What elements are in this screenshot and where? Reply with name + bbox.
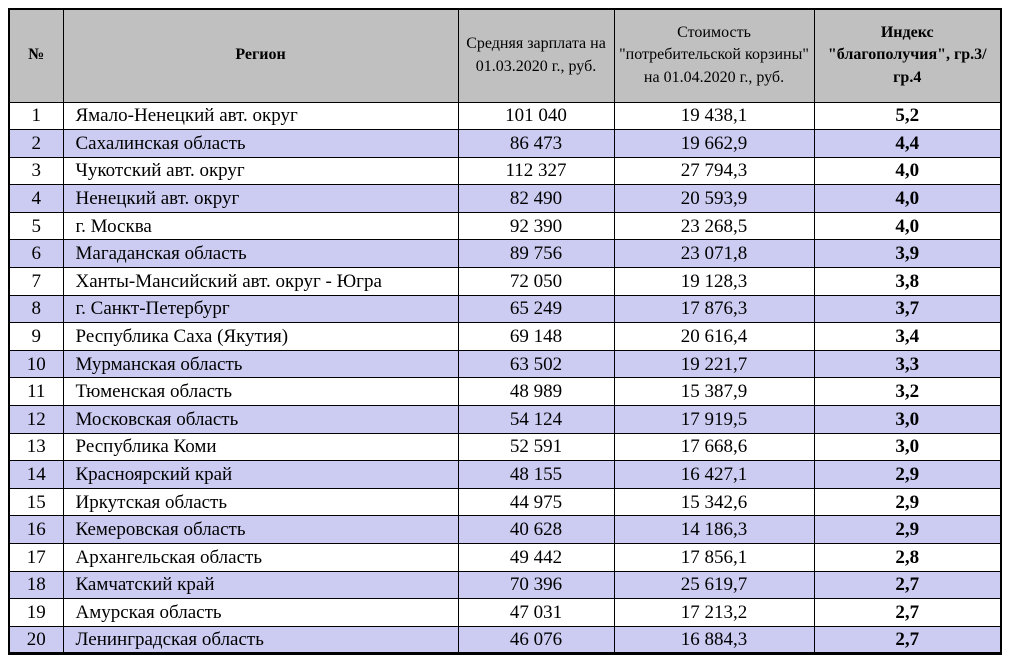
cell-region: Ненецкий авт. округ [63,185,458,213]
cell-region: Амурская область [63,599,458,627]
cell-salary: 47 031 [458,599,614,627]
table-row [9,323,1001,351]
cell-salary: 65 249 [458,295,614,323]
cell-region: Ленинградская область [63,626,458,654]
cell-region: г. Москва [63,212,458,240]
cell-num: 1 [9,102,63,130]
cell-salary: 48 989 [458,378,614,406]
cell-basket: 17 856,1 [614,544,814,572]
table-row [9,378,1001,406]
table-row [9,102,1001,130]
cell-num: 12 [9,406,63,434]
cell-num: 7 [9,268,63,296]
cell-salary: 70 396 [458,571,614,599]
cell-num: 16 [9,516,63,544]
cell-index: 4,0 [814,185,1001,213]
table-row [9,406,1001,434]
cell-index: 3,0 [814,433,1001,461]
cell-basket: 15 342,6 [614,488,814,516]
cell-salary: 82 490 [458,185,614,213]
cell-salary: 52 591 [458,433,614,461]
cell-salary: 63 502 [458,350,614,378]
cell-basket: 25 619,7 [614,571,814,599]
cell-index: 2,8 [814,544,1001,572]
cell-salary: 89 756 [458,240,614,268]
cell-region: Ямало-Ненецкий авт. округ [63,102,458,130]
cell-basket: 19 128,3 [614,268,814,296]
table-row [9,516,1001,544]
table-row [9,157,1001,185]
cell-basket: 17 213,2 [614,599,814,627]
cell-basket: 14 186,3 [614,516,814,544]
table-row [9,212,1001,240]
cell-salary: 72 050 [458,268,614,296]
table-row [9,185,1001,213]
cell-basket: 16 427,1 [614,461,814,489]
table-row [9,626,1001,654]
cell-basket: 23 268,5 [614,212,814,240]
cell-basket: 17 919,5 [614,406,814,434]
cell-basket: 19 662,9 [614,130,814,158]
cell-num: 6 [9,240,63,268]
cell-index: 3,3 [814,350,1001,378]
col-header-num: № [9,9,63,102]
cell-basket: 27 794,3 [614,157,814,185]
cell-salary: 48 155 [458,461,614,489]
cell-num: 4 [9,185,63,213]
cell-region: Чукотский авт. округ [63,157,458,185]
cell-index: 3,9 [814,240,1001,268]
table-row [9,488,1001,516]
cell-index: 2,7 [814,571,1001,599]
cell-basket: 17 876,3 [614,295,814,323]
cell-salary: 49 442 [458,544,614,572]
cell-basket: 19 438,1 [614,102,814,130]
cell-region: Сахалинская область [63,130,458,158]
cell-index: 4,4 [814,130,1001,158]
cell-index: 2,9 [814,488,1001,516]
table-row [9,130,1001,158]
cell-num: 19 [9,599,63,627]
col-header-region: Регион [63,9,458,102]
cell-salary: 86 473 [458,130,614,158]
cell-region: Архангельская область [63,544,458,572]
cell-index: 4,0 [814,212,1001,240]
cell-index: 2,7 [814,626,1001,654]
cell-num: 10 [9,350,63,378]
table-row [9,571,1001,599]
cell-salary: 112 327 [458,157,614,185]
cell-index: 3,0 [814,406,1001,434]
cell-basket: 20 616,4 [614,323,814,351]
cell-num: 5 [9,212,63,240]
cell-index: 2,9 [814,461,1001,489]
cell-index: 3,8 [814,268,1001,296]
cell-num: 15 [9,488,63,516]
cell-basket: 23 071,8 [614,240,814,268]
cell-region: Магаданская область [63,240,458,268]
header-row [9,9,1001,102]
cell-basket: 19 221,7 [614,350,814,378]
cell-region: Мурманская область [63,350,458,378]
cell-region: Кемеровская область [63,516,458,544]
cell-basket: 15 387,9 [614,378,814,406]
col-header-index: Индекс "благополучия", гр.3/гр.4 [814,9,1001,102]
cell-region: Красноярский край [63,461,458,489]
cell-num: 17 [9,544,63,572]
cell-num: 18 [9,571,63,599]
cell-region: Камчатский край [63,571,458,599]
table-row [9,433,1001,461]
cell-region: г. Санкт-Петербург [63,295,458,323]
table-row [9,599,1001,627]
cell-salary: 54 124 [458,406,614,434]
cell-index: 3,4 [814,323,1001,351]
cell-basket: 20 593,9 [614,185,814,213]
cell-num: 11 [9,378,63,406]
wellbeing-table [8,8,1002,655]
table-row [9,544,1001,572]
cell-salary: 92 390 [458,212,614,240]
cell-region: Ханты-Мансийский авт. округ - Югра [63,268,458,296]
cell-num: 9 [9,323,63,351]
cell-num: 8 [9,295,63,323]
cell-index: 2,9 [814,516,1001,544]
cell-index: 5,2 [814,102,1001,130]
cell-salary: 44 975 [458,488,614,516]
cell-salary: 40 628 [458,516,614,544]
cell-num: 3 [9,157,63,185]
cell-index: 3,7 [814,295,1001,323]
col-header-basket: Стоимость "потребительской корзины" на 01.04.2020 г., руб. [614,9,814,102]
cell-region: Московская область [63,406,458,434]
cell-salary: 46 076 [458,626,614,654]
cell-region: Тюменская область [63,378,458,406]
cell-salary: 69 148 [458,323,614,351]
table-row [9,350,1001,378]
cell-index: 4,0 [814,157,1001,185]
table-body [9,102,1001,654]
cell-basket: 16 884,3 [614,626,814,654]
cell-salary: 101 040 [458,102,614,130]
table-row [9,268,1001,296]
cell-basket: 17 668,6 [614,433,814,461]
cell-index: 2,7 [814,599,1001,627]
cell-num: 20 [9,626,63,654]
cell-num: 2 [9,130,63,158]
table-header [9,9,1001,102]
table-row [9,240,1001,268]
cell-region: Иркутская область [63,488,458,516]
table-row [9,295,1001,323]
cell-num: 14 [9,461,63,489]
cell-region: Республика Саха (Якутия) [63,323,458,351]
table-row [9,461,1001,489]
col-header-salary: Средняя зарплата на 01.03.2020 г., руб. [458,9,614,102]
cell-region: Республика Коми [63,433,458,461]
cell-index: 3,2 [814,378,1001,406]
cell-num: 13 [9,433,63,461]
